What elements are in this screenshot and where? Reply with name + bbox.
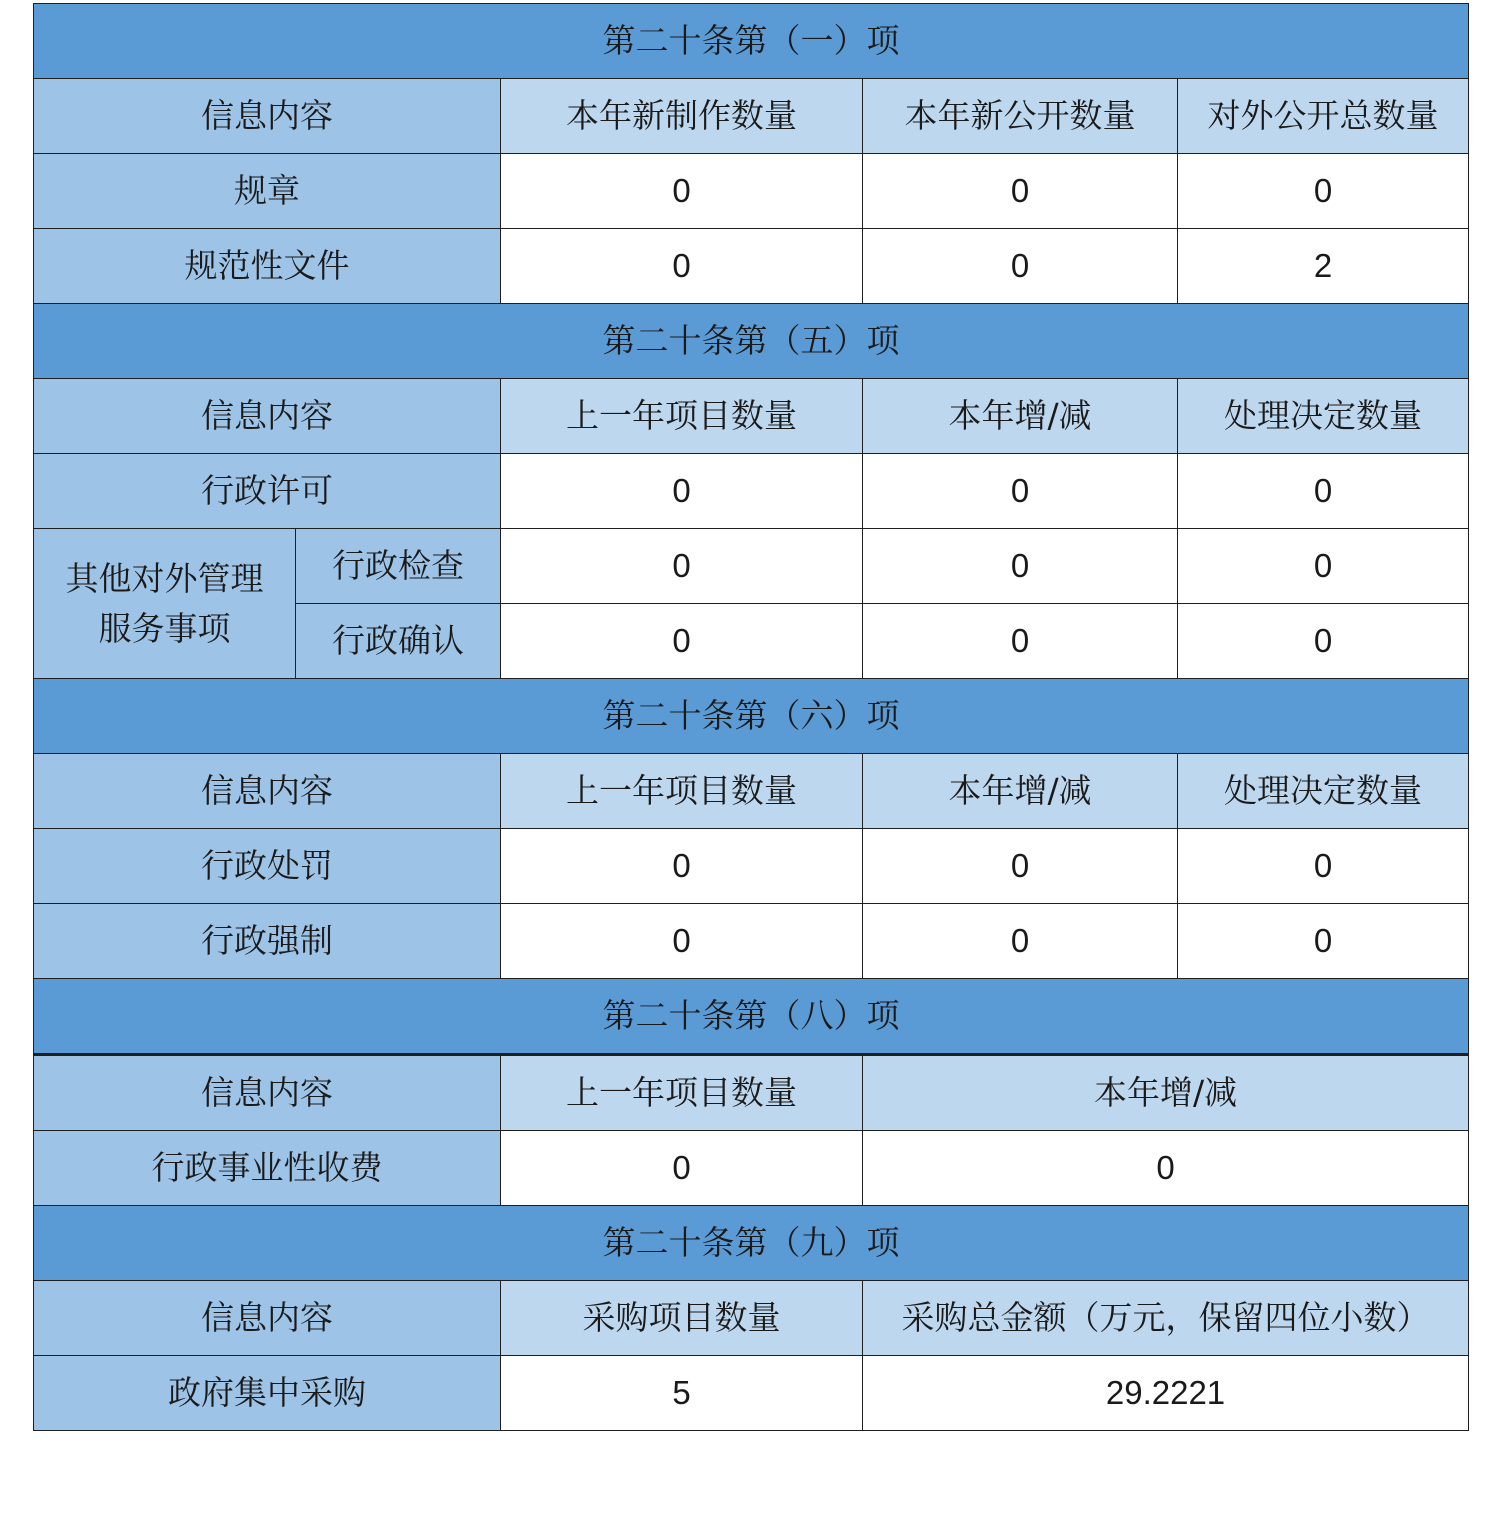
table-row <box>34 1131 1469 1206</box>
section-title: 第二十条第（一）项 <box>34 4 1469 79</box>
column-header-row <box>34 754 1469 829</box>
row-label: 行政许可 <box>34 454 501 529</box>
section-title: 第二十条第（五）项 <box>34 304 1469 379</box>
section-title: 第二十条第（八）项 <box>34 979 1469 1055</box>
column-header-row <box>34 1055 1469 1131</box>
row-label: 规范性文件 <box>34 229 501 304</box>
column-header: 处理决定数量 <box>1178 754 1469 829</box>
row-label: 行政事业性收费 <box>34 1131 501 1206</box>
table-row <box>34 904 1469 979</box>
row-label: 规章 <box>34 154 501 229</box>
column-header: 本年增/减 <box>863 754 1178 829</box>
row-label: 行政检查 <box>296 529 501 604</box>
section-header-row <box>34 679 1469 754</box>
cell-value: 0 <box>501 529 863 604</box>
column-header: 对外公开总数量 <box>1178 79 1469 154</box>
column-header-row <box>34 379 1469 454</box>
cell-value: 0 <box>863 529 1178 604</box>
cell-value: 0 <box>1178 604 1469 679</box>
cell-value: 0 <box>863 154 1178 229</box>
cell-value: 0 <box>1178 904 1469 979</box>
column-header: 本年增/减 <box>863 1055 1469 1131</box>
cell-value: 0 <box>501 454 863 529</box>
cell-value: 29.2221 <box>863 1356 1469 1431</box>
cell-value: 0 <box>863 829 1178 904</box>
group-label-line: 服务事项 <box>98 608 231 648</box>
group-label <box>34 529 296 679</box>
cell-value: 0 <box>1178 829 1469 904</box>
column-header: 上一年项目数量 <box>501 1055 863 1131</box>
column-header-row <box>34 79 1469 154</box>
column-header: 采购项目数量 <box>501 1281 863 1356</box>
row-label: 政府集中采购 <box>34 1356 501 1431</box>
section-header-row <box>34 979 1469 1055</box>
cell-value: 2 <box>1178 229 1469 304</box>
cell-value: 0 <box>863 1131 1469 1206</box>
cell-value: 5 <box>501 1356 863 1431</box>
row-label: 行政强制 <box>34 904 501 979</box>
cell-value: 0 <box>501 829 863 904</box>
section-title: 第二十条第（九）项 <box>34 1206 1469 1281</box>
cell-value: 0 <box>501 904 863 979</box>
column-header: 上一年项目数量 <box>501 379 863 454</box>
table-row <box>34 154 1469 229</box>
column-header: 本年新公开数量 <box>863 79 1178 154</box>
cell-value: 0 <box>1178 454 1469 529</box>
group-label-line: 其他对外管理 <box>65 558 264 598</box>
cell-value: 0 <box>863 229 1178 304</box>
column-header-row <box>34 1281 1469 1356</box>
table-row <box>34 829 1469 904</box>
table-row <box>34 529 1469 604</box>
table-row <box>34 454 1469 529</box>
column-header-info: 信息内容 <box>34 379 501 454</box>
cell-value: 0 <box>1178 154 1469 229</box>
column-header-info: 信息内容 <box>34 754 501 829</box>
column-header: 本年新制作数量 <box>501 79 863 154</box>
row-label: 行政确认 <box>296 604 501 679</box>
disclosure-table <box>33 3 1469 1431</box>
cell-value: 0 <box>863 904 1178 979</box>
cell-value: 0 <box>501 1131 863 1206</box>
section-header-row <box>34 1206 1469 1281</box>
column-header: 处理决定数量 <box>1178 379 1469 454</box>
table-row <box>34 1356 1469 1431</box>
column-header-info: 信息内容 <box>34 79 501 154</box>
table-row <box>34 229 1469 304</box>
column-header-info: 信息内容 <box>34 1055 501 1131</box>
column-header: 采购总金额（万元，保留四位小数） <box>863 1281 1469 1356</box>
cell-value: 0 <box>863 454 1178 529</box>
column-header: 本年增/减 <box>863 379 1178 454</box>
section-title: 第二十条第（六）项 <box>34 679 1469 754</box>
column-header: 上一年项目数量 <box>501 754 863 829</box>
cell-value: 0 <box>863 604 1178 679</box>
column-header-info: 信息内容 <box>34 1281 501 1356</box>
section-header-row <box>34 304 1469 379</box>
cell-value: 0 <box>501 229 863 304</box>
section-header-row <box>34 4 1469 79</box>
row-label: 行政处罚 <box>34 829 501 904</box>
cell-value: 0 <box>501 154 863 229</box>
cell-value: 0 <box>1178 529 1469 604</box>
cell-value: 0 <box>501 604 863 679</box>
